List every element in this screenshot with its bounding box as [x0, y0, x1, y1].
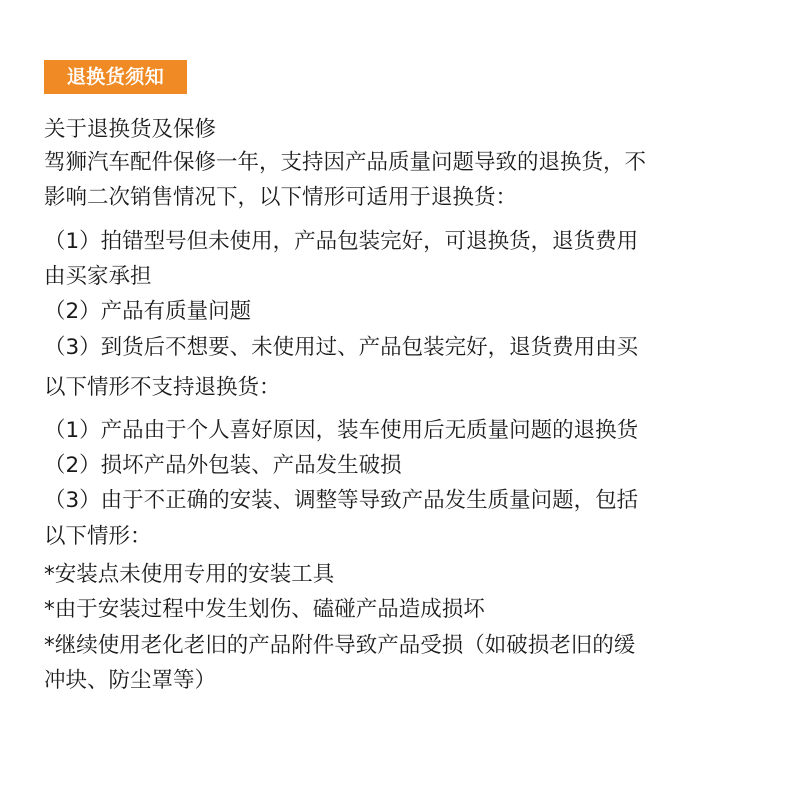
text-line: 以下情形：: [44, 524, 152, 549]
text-line: *继续使用老化老旧的产品附件导致产品受损（如破损老旧的缓: [44, 633, 636, 658]
notice-title-badge: 退换货须知: [44, 60, 187, 94]
text-line: 冲块、防尘罩等）: [44, 668, 217, 693]
text-line: （2）产品有质量问题: [44, 299, 252, 324]
text-line: 以下情形不支持退换货：: [44, 375, 281, 400]
text-line: *由于安装过程中发生划伤、磕碰产品造成损坏: [44, 597, 485, 622]
text-line: 驾狮汽车配件保修一年，支持因产品质量问题导致的退换货，不: [44, 150, 647, 175]
text-line: 由买家承担: [44, 264, 152, 289]
text-line: （2）损坏产品外包装、产品发生破损: [44, 453, 402, 478]
text-line: 关于退换货及保修: [44, 117, 217, 142]
text-line: （1）产品由于个人喜好原因，装车使用后无质量问题的退换货: [44, 418, 639, 443]
text-line: （3）到货后不想要、未使用过、产品包装完好，退货费用由买: [44, 335, 639, 360]
text-line: *安装点未使用专用的安装工具: [44, 562, 335, 587]
text-line: 影响二次销售情况下，以下情形可适用于退换货：: [44, 185, 518, 210]
text-line: （3）由于不正确的安装、调整等导致产品发生质量问题，包括: [44, 488, 639, 513]
text-line: （1）拍错型号但未使用，产品包装完好，可退换货，退货费用: [44, 229, 639, 254]
